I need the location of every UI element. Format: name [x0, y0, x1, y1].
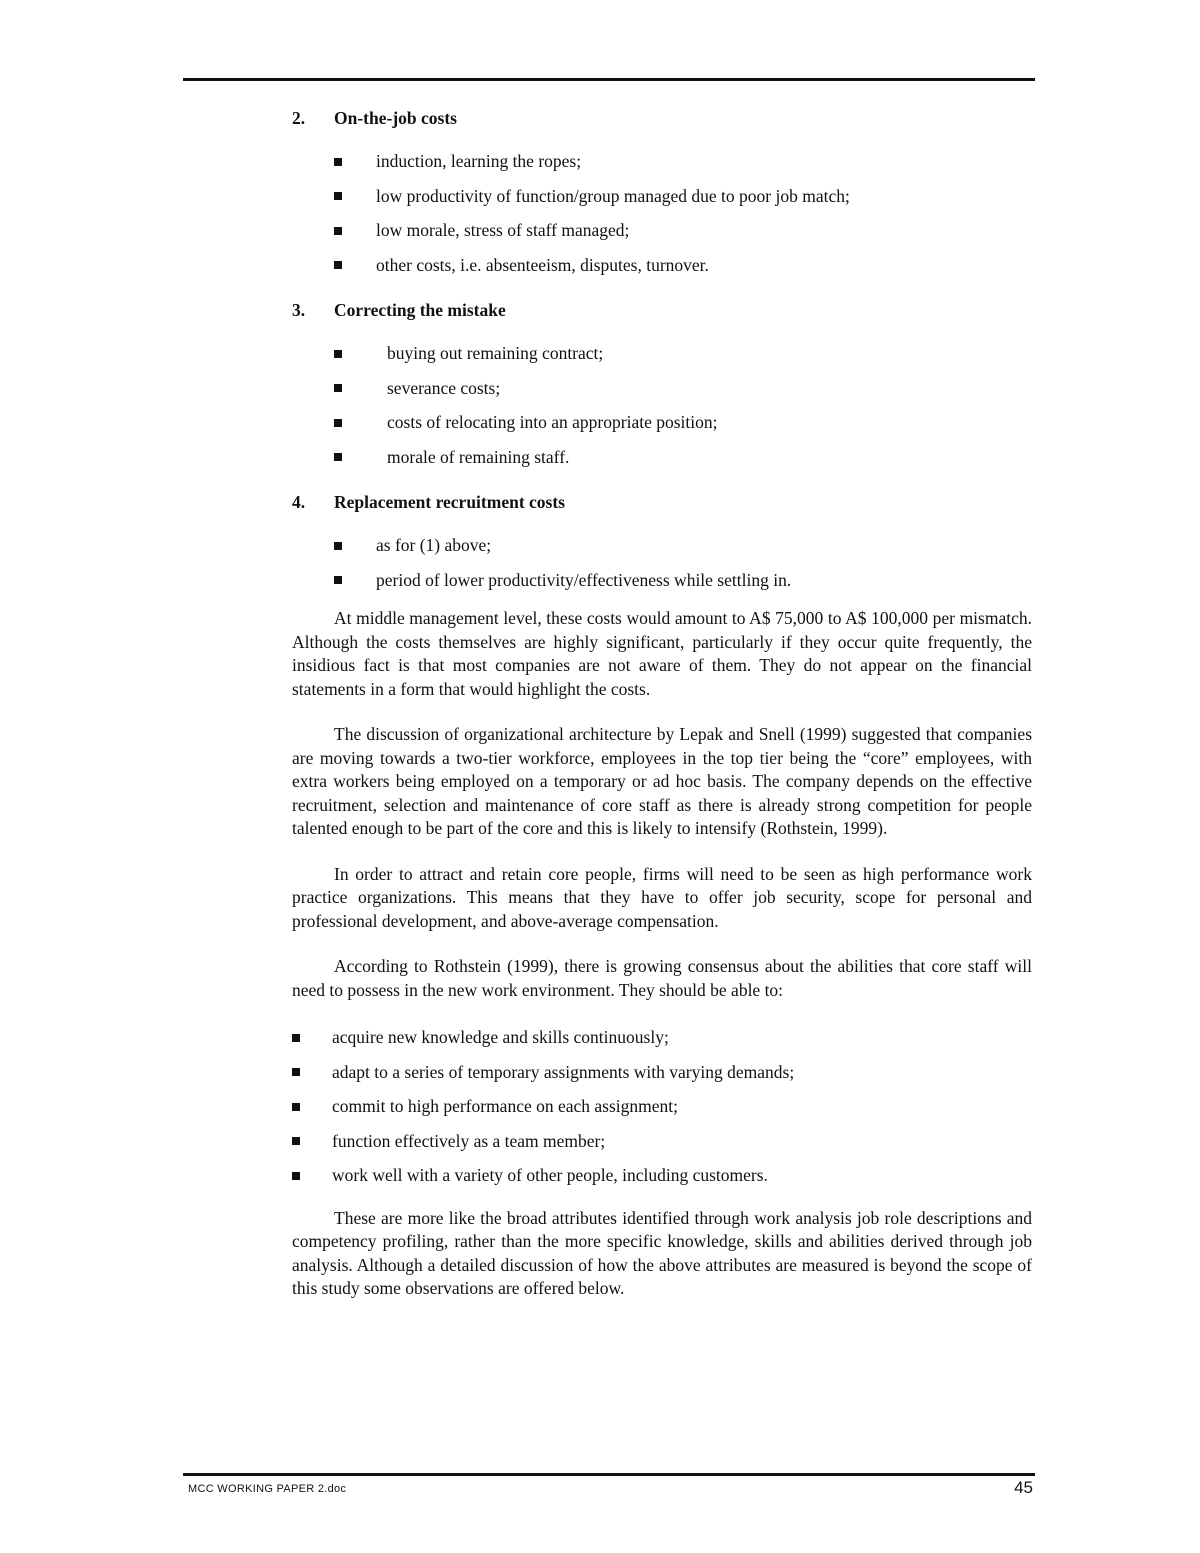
list-item [292, 183, 1032, 210]
section-title: On-the-job costs [334, 108, 457, 128]
body-paragraph: The discussion of organizational architecture by Lepak and Snell (1999) suggested that companies are moving towards a two-tier workforce, employees in the top tier being the “core” employees, with extra workers being employed on a temporary or ad hoc basis. The company depends on the effective recruitment, selection and maintenance of core staff as there is already strong competition for people talented enough to be part of the core and this is likely to intensify (Rothstein, 1999). [292, 724, 1032, 838]
list-item-text: commit to high performance on each assignment; [332, 1096, 679, 1116]
list-item [292, 1024, 1032, 1051]
list-item [292, 340, 1032, 367]
list-item-text: as for (1) above; [376, 535, 492, 555]
list-item-text: work well with a variety of other people, including customers. [332, 1165, 768, 1185]
square-bullet-icon [292, 1172, 300, 1180]
list-item-text: acquire new knowledge and skills continuously; [332, 1027, 669, 1047]
list-item-text: adapt to a series of temporary assignments with varying demands; [332, 1061, 795, 1082]
section-number: 4. [292, 492, 306, 512]
square-bullet-icon [292, 1103, 300, 1111]
square-bullet-icon [334, 350, 342, 358]
square-bullet-icon [334, 419, 342, 427]
square-bullet-icon [334, 192, 342, 200]
list-item-text: severance costs; [387, 377, 501, 398]
list-item-text: other costs, i.e. absenteeism, disputes, turnover. [376, 254, 709, 275]
section-title: Correcting the mistake [334, 300, 506, 320]
list-item [292, 1059, 1032, 1086]
footer-rule [183, 1473, 1035, 1476]
list-item-text: induction, learning the ropes; [376, 151, 582, 171]
list-item [292, 148, 1032, 175]
list-item [292, 567, 1032, 594]
section-heading [292, 296, 1032, 324]
header-rule [183, 78, 1035, 81]
square-bullet-icon [334, 227, 342, 235]
section-title: Replacement recruitment costs [334, 492, 565, 512]
list-item [292, 252, 1032, 279]
square-bullet-icon [334, 158, 342, 166]
list-item [292, 444, 1032, 471]
closing-paragraph: These are more like the broad attributes identified through work analysis job role descriptions and competency profiling, rather than the more specific knowledge, skills and abilities derived through job analysis. Although a detailed discussion of how the above attributes are measured is beyond the scope of this study some observations are offered below. [292, 1207, 1032, 1298]
section-heading [292, 488, 1032, 516]
list-item-text: morale of remaining staff. [387, 446, 570, 467]
list-item-text: costs of relocating into an appropriate position; [387, 412, 718, 432]
list-item [292, 532, 1032, 559]
list-item-text: buying out remaining contract; [387, 343, 604, 363]
square-bullet-icon [292, 1137, 300, 1145]
body-paragraph: In order to attract and retain core people, firms will need to be seen as high performance work practice organizations. This means that they have to offer job security, scope for personal and professional development, and above-average compensation. [292, 863, 1032, 931]
body-paragraph: According to Rothstein (1999), there is growing consensus about the abilities that core staff will need to possess in the new work environment. They should be able to: [292, 956, 1032, 1000]
bullet-list [292, 148, 1032, 279]
square-bullet-icon [292, 1068, 300, 1076]
section-number: 3. [292, 300, 306, 320]
square-bullet-icon [334, 261, 342, 269]
square-bullet-icon [334, 576, 342, 584]
list-item [292, 217, 1032, 244]
square-bullet-icon [334, 453, 342, 461]
page-body [292, 104, 1032, 1323]
list-item-text: period of lower productivity/effectiveness while settling in. [376, 569, 792, 590]
list-item-text: low productivity of function/group managed due to poor job match; [376, 185, 850, 206]
list-item [292, 409, 1032, 436]
square-bullet-icon [334, 384, 342, 392]
bullet-list [292, 532, 1032, 594]
bullet-list [292, 340, 1032, 471]
list-item-text: low morale, stress of staff managed; [376, 220, 630, 240]
square-bullet-icon [334, 542, 342, 550]
section-heading [292, 104, 1032, 132]
footer-document-name: MCC WORKING PAPER 2.doc [188, 1483, 347, 1495]
abilities-list [292, 1024, 1032, 1189]
list-item [292, 1162, 1032, 1189]
list-item [292, 375, 1032, 402]
section-number: 2. [292, 108, 306, 128]
page-number: 45 [1014, 1478, 1033, 1497]
list-item-text: function effectively as a team member; [332, 1130, 606, 1151]
list-item [292, 1093, 1032, 1120]
list-item [292, 1128, 1032, 1155]
square-bullet-icon [292, 1034, 300, 1042]
body-paragraph: At middle management level, these costs would amount to A$ 75,000 to A$ 100,000 per mismatch. Although the costs themselves are highly significant, particularly if they occur quite frequently, the insidious fact is that most companies are not aware of them. They do not appear on the financial statements in a form that would highlight the costs. [292, 608, 1032, 699]
